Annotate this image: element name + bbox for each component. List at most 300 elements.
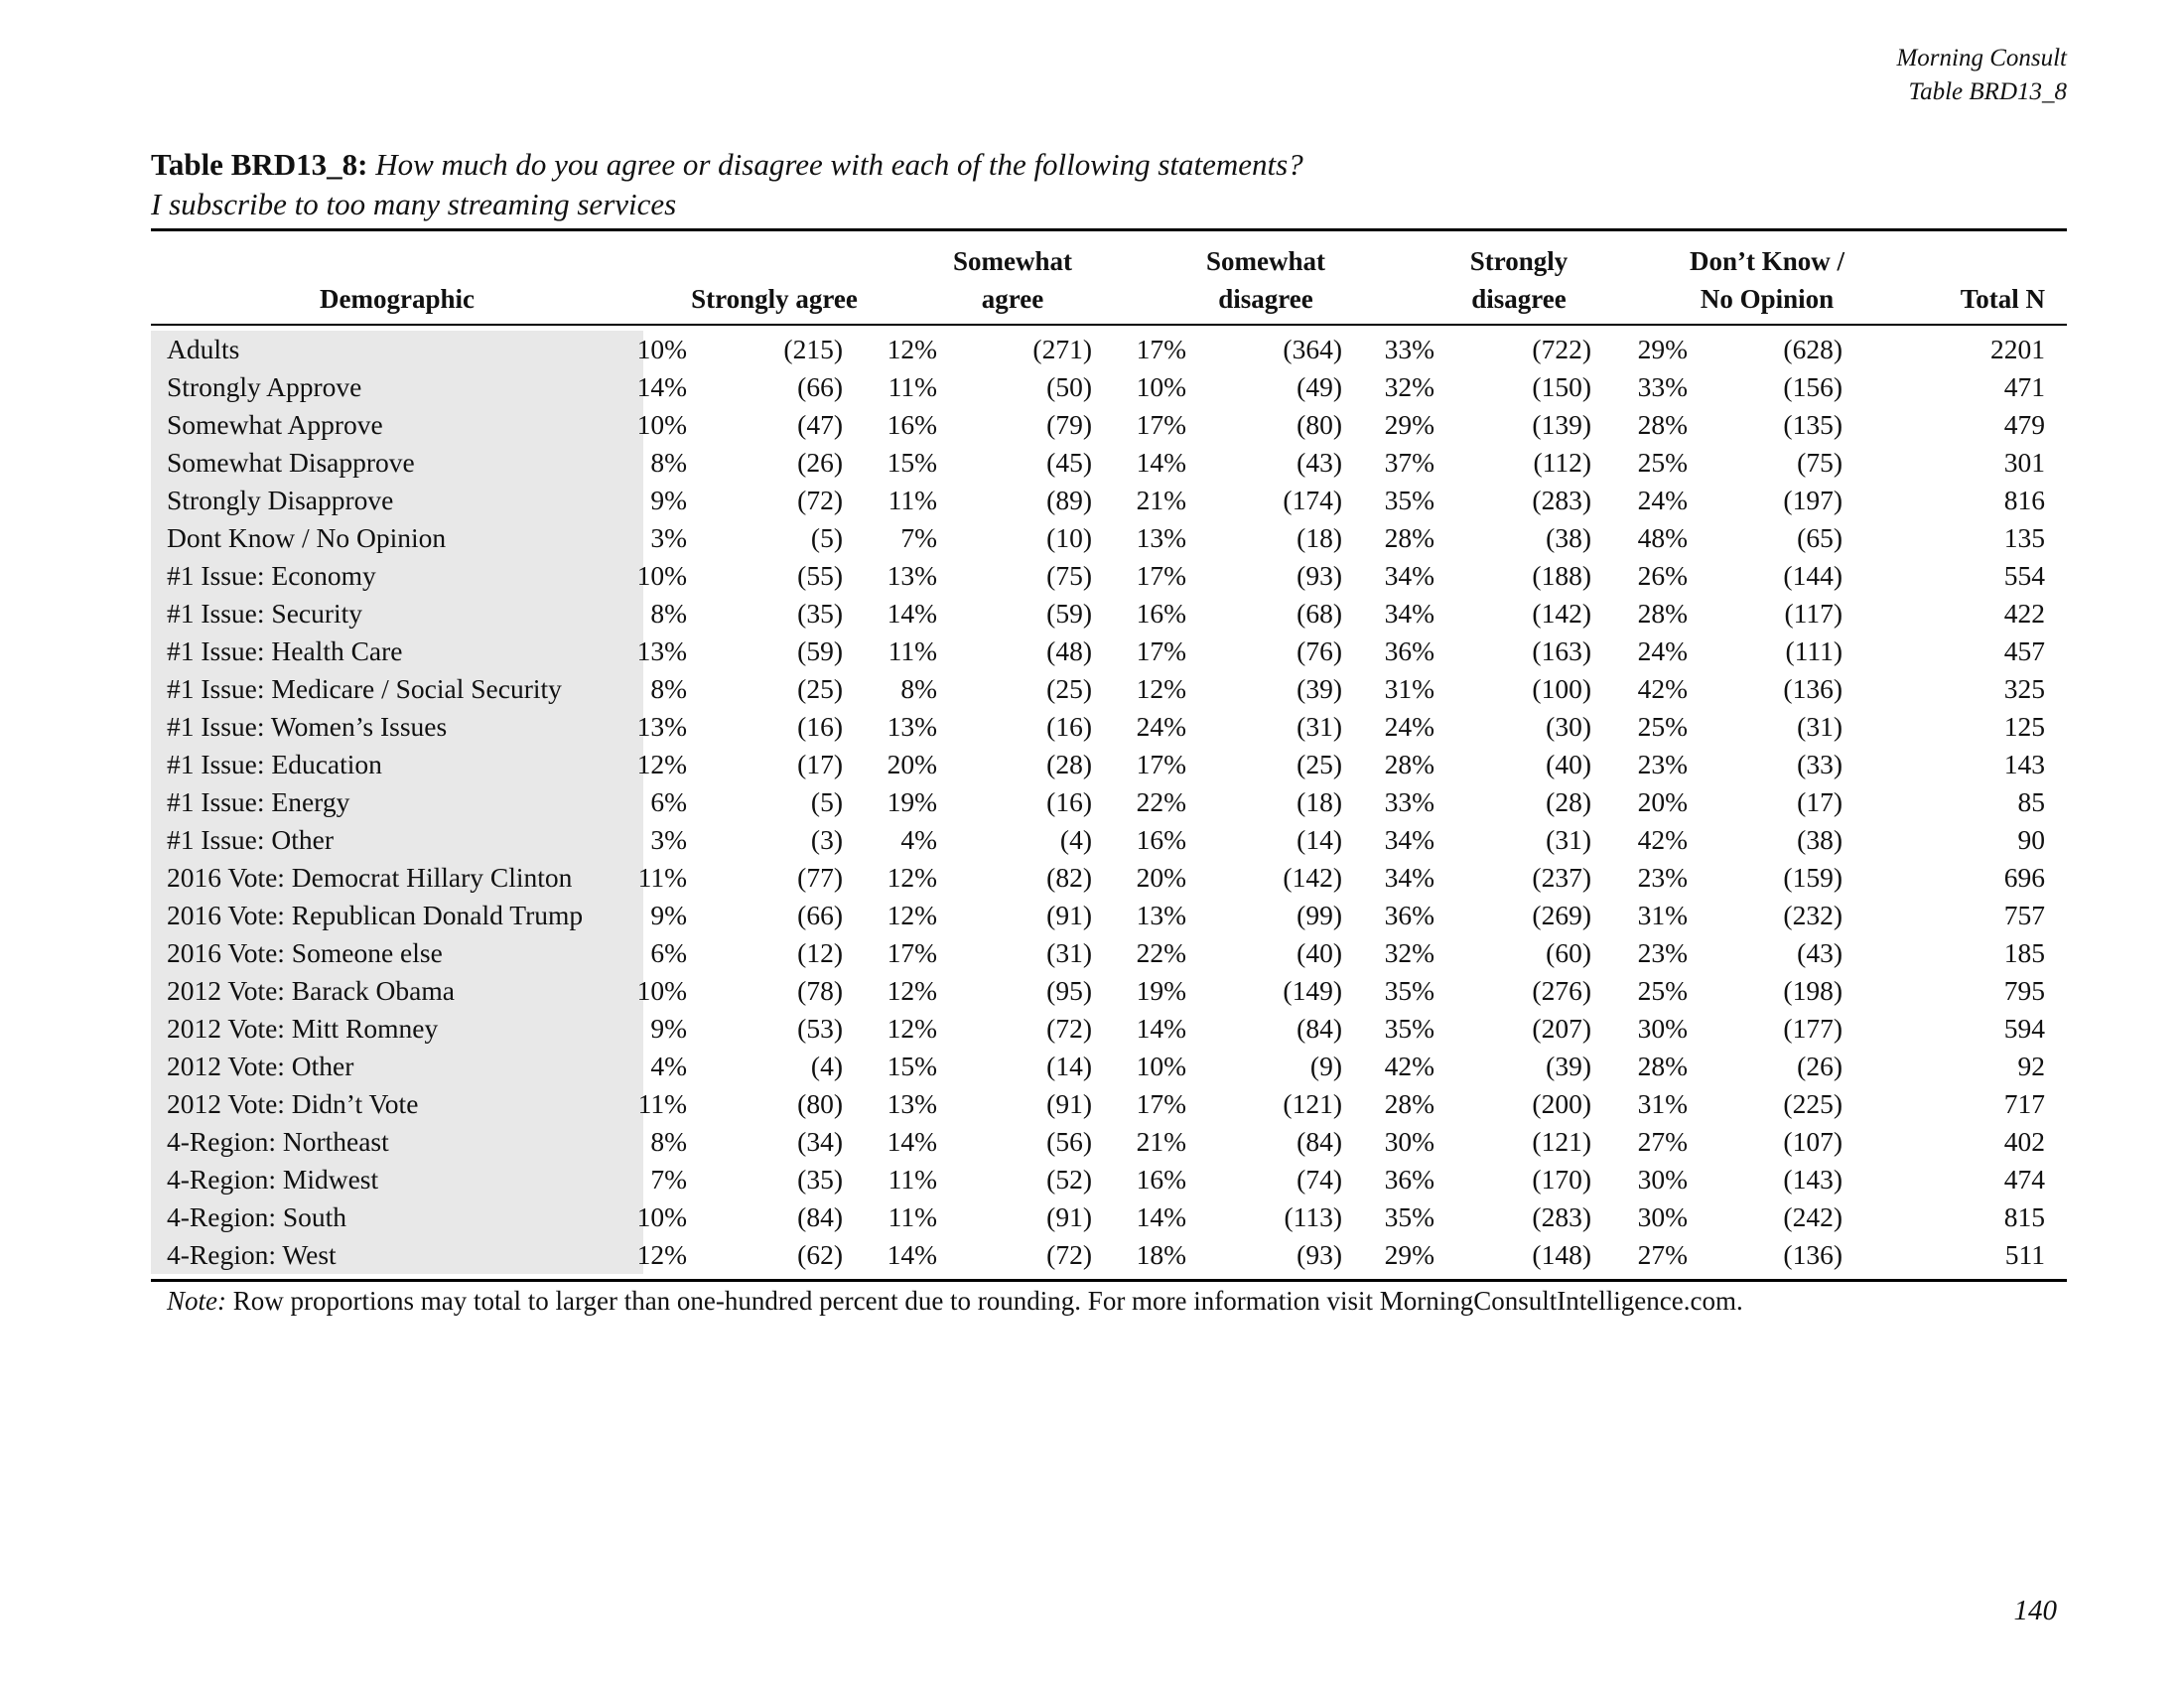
somewhat-disagree-count: (142) (1283, 862, 1342, 893)
dont-know-pct: 28% (1637, 1051, 1688, 1081)
total-n: 471 (2003, 371, 2045, 402)
somewhat-disagree-count: (121) (1283, 1088, 1342, 1119)
somewhat-agree-count: (271) (1032, 334, 1092, 364)
strongly-disagree-count: (200) (1532, 1088, 1591, 1119)
row-label: #1 Issue: Women’s Issues (167, 711, 448, 742)
somewhat-agree-count: (95) (1046, 975, 1092, 1006)
strongly-agree-pct: 3% (650, 824, 687, 855)
strongly-agree-pct: 12% (636, 1239, 687, 1270)
row-label: #1 Issue: Health Care (167, 635, 403, 666)
somewhat-disagree-pct: 21% (1136, 1126, 1186, 1157)
row-label: 2016 Vote: Republican Donald Trump (167, 900, 584, 930)
strongly-disagree-count: (163) (1532, 635, 1591, 666)
table-row (151, 670, 2067, 708)
somewhat-disagree-count: (39) (1297, 673, 1342, 704)
dont-know-count: (107) (1783, 1126, 1843, 1157)
somewhat-disagree-count: (49) (1297, 371, 1342, 402)
strongly-agree-count: (66) (797, 371, 843, 402)
somewhat-disagree-pct: 14% (1136, 447, 1186, 478)
somewhat-agree-pct: 7% (900, 522, 937, 553)
somewhat-agree-pct: 15% (887, 447, 937, 478)
row-label: #1 Issue: Energy (167, 786, 350, 817)
strongly-agree-count: (12) (797, 937, 843, 968)
dont-know-count: (242) (1783, 1201, 1843, 1232)
strongly-disagree-count: (237) (1532, 862, 1591, 893)
strongly-agree-pct: 12% (636, 749, 687, 779)
row-label: 2012 Vote: Mitt Romney (167, 1013, 439, 1044)
page-number: 140 (2013, 1595, 2057, 1626)
dont-know-count: (177) (1783, 1013, 1843, 1044)
somewhat-disagree-pct: 17% (1136, 334, 1186, 364)
header-rule (151, 324, 2067, 326)
dont-know-count: (31) (1797, 711, 1843, 742)
table-row (151, 934, 2067, 972)
row-label: 2012 Vote: Other (167, 1051, 354, 1081)
total-n: 85 (2017, 786, 2045, 817)
somewhat-agree-count: (50) (1046, 371, 1092, 402)
somewhat-disagree-count: (99) (1297, 900, 1342, 930)
strongly-disagree-pct: 42% (1384, 1051, 1434, 1081)
dont-know-count: (43) (1797, 937, 1843, 968)
col-head-dont-know: Don’t Know / No Opinion (1689, 246, 1844, 314)
strongly-agree-pct: 7% (650, 1164, 687, 1195)
somewhat-agree-pct: 11% (887, 1164, 937, 1195)
dont-know-count: (232) (1783, 900, 1843, 930)
strongly-agree-count: (77) (797, 862, 843, 893)
strongly-disagree-count: (28) (1546, 786, 1591, 817)
strongly-agree-count: (47) (797, 409, 843, 440)
strongly-disagree-pct: 33% (1384, 334, 1434, 364)
strongly-disagree-count: (188) (1532, 560, 1591, 591)
somewhat-disagree-count: (14) (1297, 824, 1342, 855)
dont-know-pct: 25% (1637, 447, 1688, 478)
somewhat-agree-count: (48) (1046, 635, 1092, 666)
dont-know-count: (143) (1783, 1164, 1843, 1195)
somewhat-agree-pct: 15% (887, 1051, 937, 1081)
table-row (151, 1161, 2067, 1198)
strongly-disagree-pct: 36% (1384, 1164, 1434, 1195)
table-row (151, 1236, 2067, 1274)
strongly-disagree-pct: 34% (1384, 598, 1434, 629)
strongly-agree-count: (5) (810, 522, 843, 553)
table-row (151, 1123, 2067, 1161)
somewhat-agree-count: (56) (1046, 1126, 1092, 1157)
somewhat-disagree-count: (74) (1297, 1164, 1342, 1195)
strongly-disagree-count: (40) (1546, 749, 1591, 779)
somewhat-agree-pct: 12% (887, 900, 937, 930)
dont-know-count: (159) (1783, 862, 1843, 893)
somewhat-agree-pct: 20% (887, 749, 937, 779)
strongly-agree-pct: 14% (636, 371, 687, 402)
total-n: 816 (2003, 485, 2045, 515)
strongly-disagree-pct: 28% (1384, 1088, 1434, 1119)
strongly-agree-count: (215) (783, 334, 843, 364)
total-n: 185 (2003, 937, 2045, 968)
somewhat-agree-pct: 13% (887, 560, 937, 591)
strongly-disagree-count: (38) (1546, 522, 1591, 553)
dont-know-pct: 28% (1637, 409, 1688, 440)
strongly-disagree-count: (276) (1532, 975, 1591, 1006)
strongly-disagree-pct: 35% (1384, 485, 1434, 515)
somewhat-agree-count: (89) (1046, 485, 1092, 515)
strongly-disagree-count: (283) (1532, 1201, 1591, 1232)
row-label: #1 Issue: Economy (167, 560, 376, 591)
total-n: 143 (2003, 749, 2045, 779)
strongly-disagree-count: (269) (1532, 900, 1591, 930)
somewhat-disagree-pct: 17% (1136, 560, 1186, 591)
strongly-agree-count: (26) (797, 447, 843, 478)
somewhat-agree-pct: 11% (887, 371, 937, 402)
dont-know-count: (38) (1797, 824, 1843, 855)
strongly-disagree-count: (30) (1546, 711, 1591, 742)
somewhat-agree-pct: 16% (887, 409, 937, 440)
row-label: Dont Know / No Opinion (167, 522, 447, 553)
table-row (151, 859, 2067, 897)
dont-know-pct: 24% (1637, 635, 1688, 666)
somewhat-disagree-count: (80) (1297, 409, 1342, 440)
total-n: 457 (2003, 635, 2045, 666)
dont-know-pct: 28% (1637, 598, 1688, 629)
somewhat-agree-count: (75) (1046, 560, 1092, 591)
strongly-disagree-pct: 34% (1384, 560, 1434, 591)
strongly-disagree-pct: 36% (1384, 635, 1434, 666)
table-row (151, 746, 2067, 783)
col-head-demographic: Demographic (320, 284, 475, 314)
somewhat-disagree-count: (25) (1297, 749, 1342, 779)
strongly-disagree-pct: 33% (1384, 786, 1434, 817)
somewhat-agree-pct: 14% (887, 598, 937, 629)
table-row (151, 595, 2067, 633)
somewhat-agree-count: (79) (1046, 409, 1092, 440)
strongly-agree-count: (16) (797, 711, 843, 742)
somewhat-disagree-pct: 17% (1136, 409, 1186, 440)
strongly-disagree-count: (722) (1532, 334, 1591, 364)
dont-know-count: (136) (1783, 1239, 1843, 1270)
dont-know-count: (135) (1783, 409, 1843, 440)
somewhat-disagree-count: (93) (1297, 560, 1342, 591)
somewhat-disagree-pct: 21% (1136, 485, 1186, 515)
total-n: 554 (2003, 560, 2045, 591)
somewhat-disagree-pct: 20% (1136, 862, 1186, 893)
somewhat-disagree-count: (113) (1284, 1201, 1342, 1232)
somewhat-disagree-count: (364) (1283, 334, 1342, 364)
somewhat-agree-pct: 12% (887, 1013, 937, 1044)
strongly-agree-pct: 9% (650, 1013, 687, 1044)
strongly-disagree-pct: 28% (1384, 749, 1434, 779)
somewhat-agree-pct: 4% (900, 824, 937, 855)
somewhat-disagree-count: (18) (1297, 522, 1342, 553)
dont-know-count: (17) (1797, 786, 1843, 817)
total-n: 594 (2003, 1013, 2045, 1044)
somewhat-disagree-pct: 16% (1136, 824, 1186, 855)
somewhat-disagree-pct: 17% (1136, 1088, 1186, 1119)
dont-know-pct: 30% (1637, 1164, 1688, 1195)
somewhat-agree-pct: 14% (887, 1239, 937, 1270)
note-text: Row proportions may total to larger than one-hundred percent due to rounding. For more information visit MorningConsultIntelligence.com. (232, 1286, 1743, 1316)
header-org: Morning Consult (1896, 45, 2067, 71)
dont-know-count: (198) (1783, 975, 1843, 1006)
strongly-disagree-pct: 35% (1384, 1201, 1434, 1232)
dont-know-pct: 27% (1637, 1126, 1688, 1157)
somewhat-disagree-pct: 17% (1136, 635, 1186, 666)
row-label: #1 Issue: Medicare / Social Security (167, 673, 562, 704)
somewhat-agree-count: (16) (1046, 786, 1092, 817)
dont-know-pct: 30% (1637, 1201, 1688, 1232)
dont-know-count: (65) (1797, 522, 1843, 553)
total-n: 135 (2003, 522, 2045, 553)
table-row (151, 519, 2067, 557)
row-label: 2012 Vote: Didn’t Vote (167, 1088, 419, 1119)
strongly-agree-count: (35) (797, 598, 843, 629)
somewhat-agree-pct: 13% (887, 1088, 937, 1119)
somewhat-disagree-count: (93) (1297, 1239, 1342, 1270)
strongly-agree-pct: 11% (637, 862, 687, 893)
strongly-agree-count: (34) (797, 1126, 843, 1157)
dont-know-pct: 29% (1637, 334, 1688, 364)
strongly-disagree-count: (39) (1546, 1051, 1591, 1081)
row-label: Somewhat Disapprove (167, 447, 415, 478)
somewhat-disagree-pct: 13% (1136, 522, 1186, 553)
somewhat-disagree-count: (149) (1283, 975, 1342, 1006)
strongly-agree-pct: 6% (650, 937, 687, 968)
row-label: #1 Issue: Other (167, 824, 335, 855)
somewhat-agree-count: (91) (1046, 1201, 1092, 1232)
table-row (151, 1048, 2067, 1085)
dont-know-count: (225) (1783, 1088, 1843, 1119)
total-n: 2201 (1990, 334, 2045, 364)
dont-know-count: (33) (1797, 749, 1843, 779)
dont-know-count: (156) (1783, 371, 1843, 402)
dont-know-pct: 33% (1637, 371, 1688, 402)
somewhat-agree-pct: 8% (900, 673, 937, 704)
dont-know-pct: 42% (1637, 673, 1688, 704)
strongly-agree-pct: 10% (636, 334, 687, 364)
table-row (151, 444, 2067, 482)
total-n: 402 (2003, 1126, 2045, 1157)
dont-know-pct: 20% (1637, 786, 1688, 817)
strongly-disagree-count: (31) (1546, 824, 1591, 855)
strongly-agree-count: (3) (810, 824, 843, 855)
dont-know-pct: 30% (1637, 1013, 1688, 1044)
somewhat-disagree-pct: 10% (1136, 371, 1186, 402)
strongly-agree-pct: 13% (636, 711, 687, 742)
strongly-disagree-count: (283) (1532, 485, 1591, 515)
strongly-agree-count: (25) (797, 673, 843, 704)
somewhat-disagree-count: (76) (1297, 635, 1342, 666)
strongly-disagree-pct: 36% (1384, 900, 1434, 930)
somewhat-disagree-pct: 12% (1136, 673, 1186, 704)
somewhat-disagree-count: (68) (1297, 598, 1342, 629)
strongly-disagree-count: (170) (1532, 1164, 1591, 1195)
strongly-disagree-pct: 34% (1384, 862, 1434, 893)
somewhat-agree-count: (59) (1046, 598, 1092, 629)
row-label: 4-Region: Northeast (167, 1126, 389, 1157)
strongly-agree-pct: 10% (636, 560, 687, 591)
dont-know-pct: 25% (1637, 975, 1688, 1006)
strongly-disagree-pct: 31% (1384, 673, 1434, 704)
strongly-disagree-pct: 24% (1384, 711, 1434, 742)
table-row (151, 368, 2067, 406)
somewhat-agree-count: (82) (1046, 862, 1092, 893)
strongly-agree-pct: 9% (650, 900, 687, 930)
row-label: #1 Issue: Security (167, 598, 363, 629)
strongly-disagree-pct: 32% (1384, 371, 1434, 402)
strongly-agree-pct: 3% (650, 522, 687, 553)
dont-know-pct: 48% (1637, 522, 1688, 553)
somewhat-disagree-pct: 18% (1136, 1239, 1186, 1270)
somewhat-agree-pct: 11% (887, 485, 937, 515)
total-n: 717 (2003, 1088, 2045, 1119)
somewhat-agree-count: (25) (1046, 673, 1092, 704)
strongly-disagree-pct: 35% (1384, 975, 1434, 1006)
row-label: Strongly Disapprove (167, 485, 394, 515)
strongly-agree-pct: 8% (650, 1126, 687, 1157)
somewhat-disagree-count: (40) (1297, 937, 1342, 968)
total-n: 815 (2003, 1201, 2045, 1232)
table-statement: I subscribe to too many streaming services (151, 187, 677, 221)
strongly-disagree-count: (100) (1532, 673, 1591, 704)
strongly-disagree-pct: 32% (1384, 937, 1434, 968)
somewhat-disagree-count: (18) (1297, 786, 1342, 817)
table-title-label: Table BRD13_8: (151, 147, 368, 182)
total-n: 325 (2003, 673, 2045, 704)
somewhat-disagree-count: (43) (1297, 447, 1342, 478)
table-row (151, 1198, 2067, 1236)
table-row (151, 897, 2067, 934)
somewhat-agree-count: (10) (1046, 522, 1092, 553)
strongly-disagree-count: (60) (1546, 937, 1591, 968)
somewhat-disagree-pct: 16% (1136, 598, 1186, 629)
total-n: 511 (2004, 1239, 2045, 1270)
dont-know-count: (117) (1784, 598, 1843, 629)
strongly-disagree-count: (142) (1532, 598, 1591, 629)
total-n: 696 (2003, 862, 2045, 893)
table-top-rule (151, 228, 2067, 231)
total-n: 474 (2003, 1164, 2045, 1195)
col-head-total-n: Total N (1960, 284, 2045, 314)
strongly-agree-pct: 10% (636, 409, 687, 440)
table-row (151, 783, 2067, 821)
somewhat-agree-count: (91) (1046, 1088, 1092, 1119)
strongly-disagree-count: (207) (1532, 1013, 1591, 1044)
strongly-agree-count: (62) (797, 1239, 843, 1270)
table-row (151, 633, 2067, 670)
dont-know-count: (144) (1783, 560, 1843, 591)
strongly-agree-pct: 11% (637, 1088, 687, 1119)
strongly-agree-count: (5) (810, 786, 843, 817)
dont-know-pct: 25% (1637, 711, 1688, 742)
row-label: 2012 Vote: Barack Obama (167, 975, 455, 1006)
strongly-agree-count: (59) (797, 635, 843, 666)
somewhat-disagree-pct: 14% (1136, 1201, 1186, 1232)
total-n: 422 (2003, 598, 2045, 629)
table-row (151, 821, 2067, 859)
somewhat-disagree-pct: 10% (1136, 1051, 1186, 1081)
strongly-agree-count: (17) (797, 749, 843, 779)
row-label: Somewhat Approve (167, 409, 383, 440)
dont-know-count: (26) (1797, 1051, 1843, 1081)
somewhat-agree-pct: 17% (887, 937, 937, 968)
strongly-agree-count: (84) (797, 1201, 843, 1232)
strongly-agree-count: (66) (797, 900, 843, 930)
dont-know-count: (197) (1783, 485, 1843, 515)
somewhat-agree-count: (72) (1046, 1239, 1092, 1270)
dont-know-pct: 31% (1637, 900, 1688, 930)
dont-know-pct: 24% (1637, 485, 1688, 515)
somewhat-agree-pct: 14% (887, 1126, 937, 1157)
dont-know-count: (75) (1797, 447, 1843, 478)
table-row (151, 557, 2067, 595)
strongly-disagree-pct: 30% (1384, 1126, 1434, 1157)
total-n: 757 (2003, 900, 2045, 930)
table-title (151, 145, 1303, 224)
somewhat-agree-count: (14) (1046, 1051, 1092, 1081)
strongly-agree-pct: 4% (650, 1051, 687, 1081)
col-head-somewhat-agree: Somewhat agree (953, 246, 1072, 314)
strongly-agree-pct: 9% (650, 485, 687, 515)
somewhat-agree-count: (72) (1046, 1013, 1092, 1044)
somewhat-agree-count: (91) (1046, 900, 1092, 930)
strongly-disagree-pct: 34% (1384, 824, 1434, 855)
table-row (151, 406, 2067, 444)
strongly-agree-count: (55) (797, 560, 843, 591)
strongly-agree-count: (35) (797, 1164, 843, 1195)
dont-know-pct: 27% (1637, 1239, 1688, 1270)
somewhat-agree-pct: 12% (887, 862, 937, 893)
table-row (151, 482, 2067, 519)
table-note (167, 1282, 1743, 1320)
somewhat-disagree-pct: 19% (1136, 975, 1186, 1006)
somewhat-disagree-pct: 13% (1136, 900, 1186, 930)
row-label: Adults (167, 334, 240, 364)
somewhat-agree-pct: 19% (887, 786, 937, 817)
somewhat-disagree-pct: 22% (1136, 937, 1186, 968)
total-n: 125 (2003, 711, 2045, 742)
strongly-agree-count: (72) (797, 485, 843, 515)
header-table-ref: Table BRD13_8 (1908, 78, 2067, 105)
table-question: How much do you agree or disagree with each of the following statements? (375, 147, 1303, 182)
strongly-disagree-count: (150) (1532, 371, 1591, 402)
somewhat-disagree-pct: 24% (1136, 711, 1186, 742)
somewhat-disagree-count: (31) (1297, 711, 1342, 742)
somewhat-agree-count: (4) (1059, 824, 1092, 855)
somewhat-disagree-count: (84) (1297, 1013, 1342, 1044)
total-n: 90 (2017, 824, 2045, 855)
note-label: Note: (167, 1286, 226, 1316)
somewhat-agree-count: (45) (1046, 447, 1092, 478)
dont-know-pct: 23% (1637, 749, 1688, 779)
somewhat-agree-pct: 13% (887, 711, 937, 742)
total-n: 301 (2003, 447, 2045, 478)
page-header (1896, 42, 2067, 109)
somewhat-disagree-count: (84) (1297, 1126, 1342, 1157)
table-row (151, 708, 2067, 746)
somewhat-agree-pct: 12% (887, 334, 937, 364)
somewhat-agree-count: (31) (1046, 937, 1092, 968)
somewhat-agree-count: (52) (1046, 1164, 1092, 1195)
row-label: 2016 Vote: Democrat Hillary Clinton (167, 862, 573, 893)
strongly-agree-pct: 8% (650, 598, 687, 629)
strongly-disagree-pct: 28% (1384, 522, 1434, 553)
somewhat-disagree-pct: 16% (1136, 1164, 1186, 1195)
row-label: 4-Region: South (167, 1201, 347, 1232)
dont-know-count: (136) (1783, 673, 1843, 704)
dont-know-count: (111) (1785, 635, 1843, 666)
dont-know-pct: 31% (1637, 1088, 1688, 1119)
strongly-agree-pct: 10% (636, 1201, 687, 1232)
strongly-disagree-pct: 29% (1384, 1239, 1434, 1270)
dont-know-pct: 26% (1637, 560, 1688, 591)
